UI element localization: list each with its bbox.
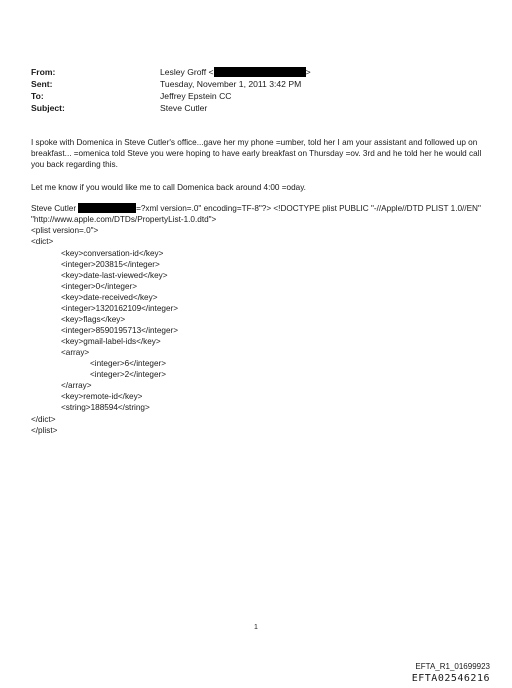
plist-line: <integer>6</integer> xyxy=(90,359,167,368)
plist-line-3: <plist version=.0"> xyxy=(31,226,99,235)
bates-number-primary: EFTA_R1_01699923 xyxy=(415,662,490,671)
redaction-box xyxy=(214,67,306,77)
plist-line-4: <dict> xyxy=(31,237,54,246)
from-name: Lesley Groff < xyxy=(160,67,214,77)
plist-line-2: "http://www.apple.com/DTDs/PropertyList-1.0.dtd"> xyxy=(31,215,217,224)
from-tail: > xyxy=(305,67,311,77)
sent-label: Sent: xyxy=(31,79,53,89)
plist-line: <string>188594</string> xyxy=(61,403,150,412)
plist-line: <integer>1320162109</integer> xyxy=(61,304,179,313)
plist-sender: Steve Cutler xyxy=(31,204,77,213)
plist-line: <array> xyxy=(61,348,90,357)
plist-line: <key>flags</key> xyxy=(61,315,126,324)
plist-line: <key>date-last-viewed</key> xyxy=(61,271,168,280)
plist-line: <integer>8590195713</integer> xyxy=(61,326,179,335)
from-value xyxy=(160,67,311,78)
redaction-box xyxy=(78,203,136,213)
body-paragraph-2: Let me know if you would like me to call Domenica back around 4:00 =oday. xyxy=(31,183,306,192)
plist-line: <key>remote-id</key> xyxy=(61,392,143,401)
body-paragraph-1: I spoke with Domenica in Steve Cutler's office...gave her my phone =umber, told her I am your assistant and followed up on breakfast... =omenica told Steve you were hoping to have early breakfast on Thursday =ov. 3rd and he told her he would call you back regarding this. xyxy=(31,138,482,169)
to-label: To: xyxy=(31,91,44,101)
plist-line: <integer>0</integer> xyxy=(61,282,138,291)
plist-line: </plist> xyxy=(31,426,58,435)
plist-line: <key>conversation-id</key> xyxy=(61,249,164,258)
sent-value: Tuesday, November 1, 2011 3:42 PM xyxy=(160,79,302,89)
plist-line: <key>date-received</key> xyxy=(61,293,158,302)
plist-xml-decl: =?xml version=.0" encoding=TF-8"?> <!DOCTYPE plist PUBLIC "-//Apple//DTD PLIST 1.0//EN" xyxy=(136,204,481,213)
page-number: 1 xyxy=(254,624,258,631)
from-label: From: xyxy=(31,67,56,77)
plist-line: </dict> xyxy=(31,415,56,424)
plist-line: <integer>2</integer> xyxy=(90,370,167,379)
plist-line: <integer>203815</integer> xyxy=(61,260,160,269)
to-value: Jeffrey Epstein CC xyxy=(160,91,232,101)
plist-line-1 xyxy=(31,203,481,214)
plist-line: <key>gmail-label-ids</key> xyxy=(61,337,161,346)
bates-number-secondary: EFTA02546216 xyxy=(411,673,490,684)
plist-line: </array> xyxy=(61,381,92,390)
subject-value: Steve Cutler xyxy=(160,103,208,113)
subject-label: Subject: xyxy=(31,103,65,113)
